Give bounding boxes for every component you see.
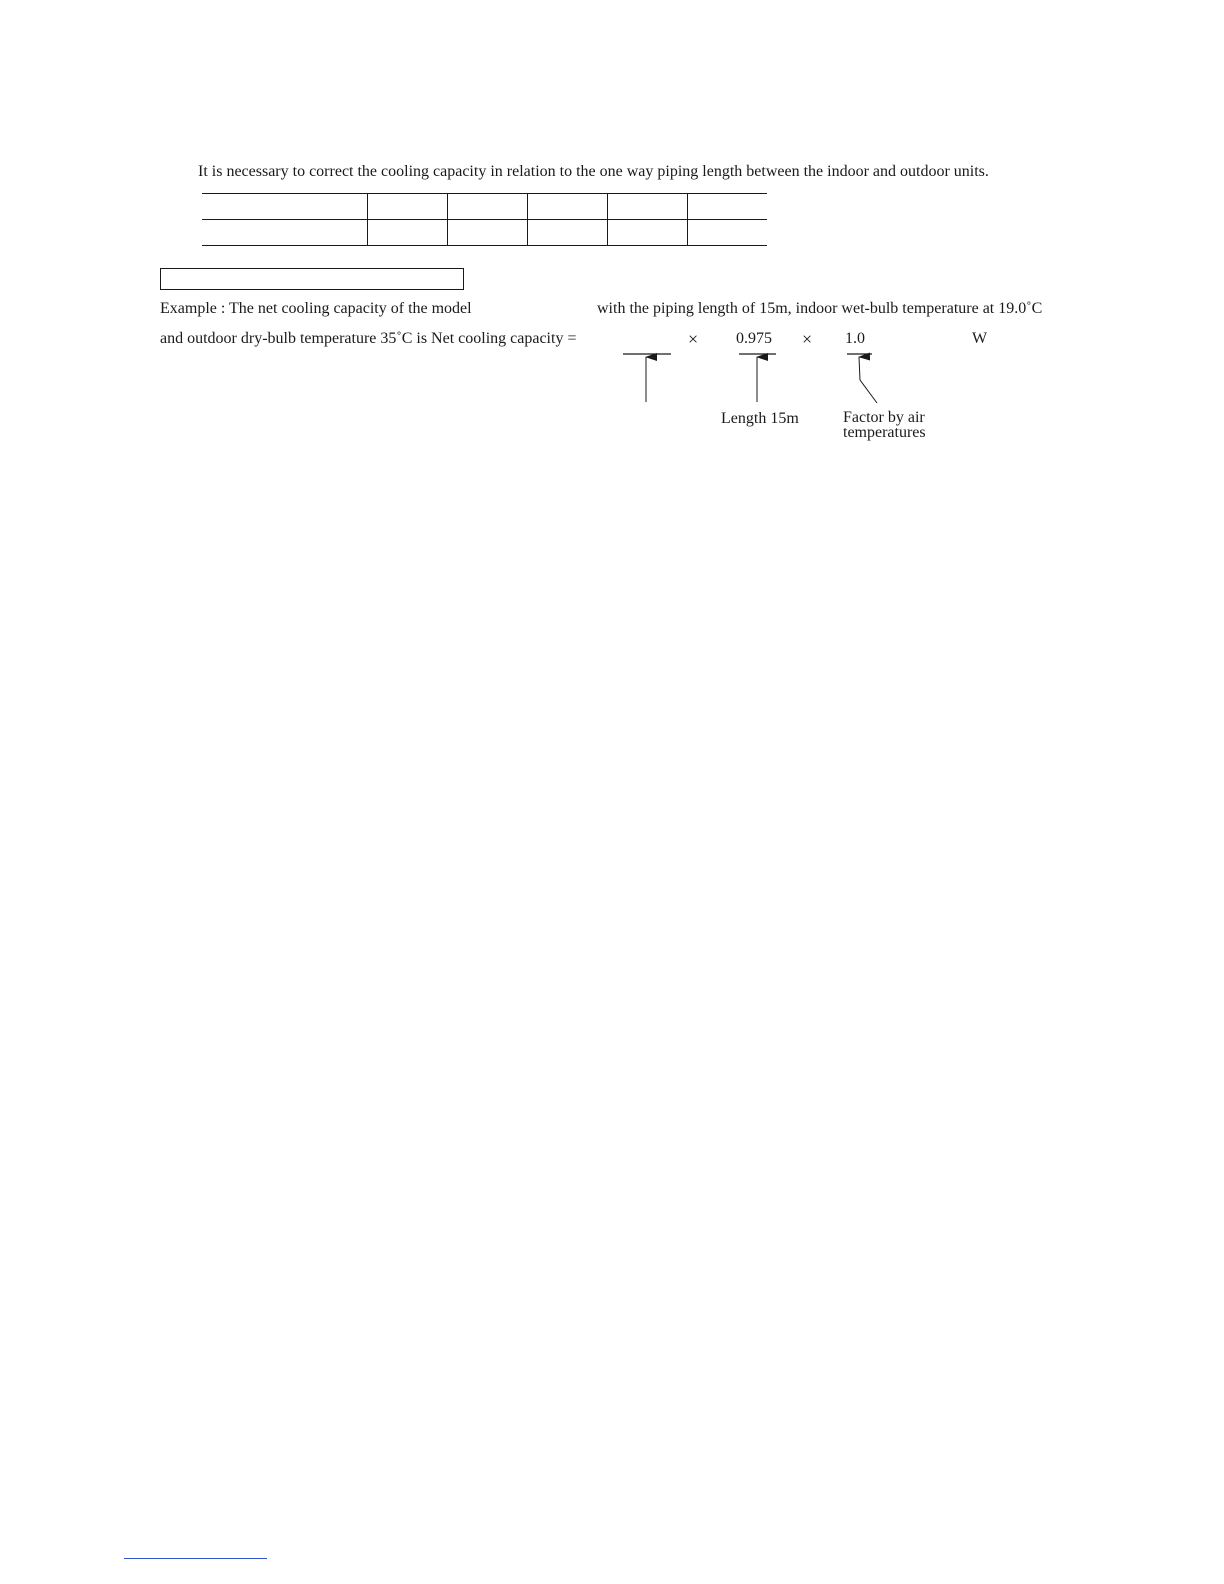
piping-correction-table <box>202 193 767 246</box>
temperature-factor-label: Factor by air temperatures <box>843 409 926 441</box>
table-cell <box>688 220 768 246</box>
table-cell <box>608 194 688 220</box>
temperature-factor-value: 1.0 <box>845 330 865 347</box>
length-factor-value: 0.975 <box>736 330 772 347</box>
unit-label: W <box>972 330 988 347</box>
table-cell <box>202 194 368 220</box>
intro-text: It is necessary to correct the cooling capacity in relation to the one way piping length between the indoor and outdoor units. <box>198 163 989 180</box>
length-label: Length 15m <box>721 410 799 427</box>
footer-link-line[interactable] <box>124 1558 267 1559</box>
table-row <box>202 194 767 220</box>
table-cell <box>448 194 528 220</box>
table-cell <box>528 194 608 220</box>
example-line2: and outdoor dry-bulb temperature 35˚C is Net cooling capacity = <box>160 330 577 347</box>
table-cell <box>368 220 448 246</box>
table-cell <box>202 220 368 246</box>
table-cell <box>368 194 448 220</box>
temperature-arrow <box>859 357 877 403</box>
table-cell <box>448 220 528 246</box>
table-cell <box>608 220 688 246</box>
multiply-sign: × <box>802 329 813 349</box>
section-title-box <box>160 268 464 290</box>
example-line1-start: Example : The net cooling capacity of the model <box>160 300 472 317</box>
multiply-sign: × <box>688 329 699 349</box>
table-row <box>202 220 767 246</box>
example-line1-end: with the piping length of 15m, indoor wet-bulb temperature at 19.0˚C <box>597 300 1043 317</box>
table-cell <box>528 220 608 246</box>
table-cell <box>688 194 768 220</box>
